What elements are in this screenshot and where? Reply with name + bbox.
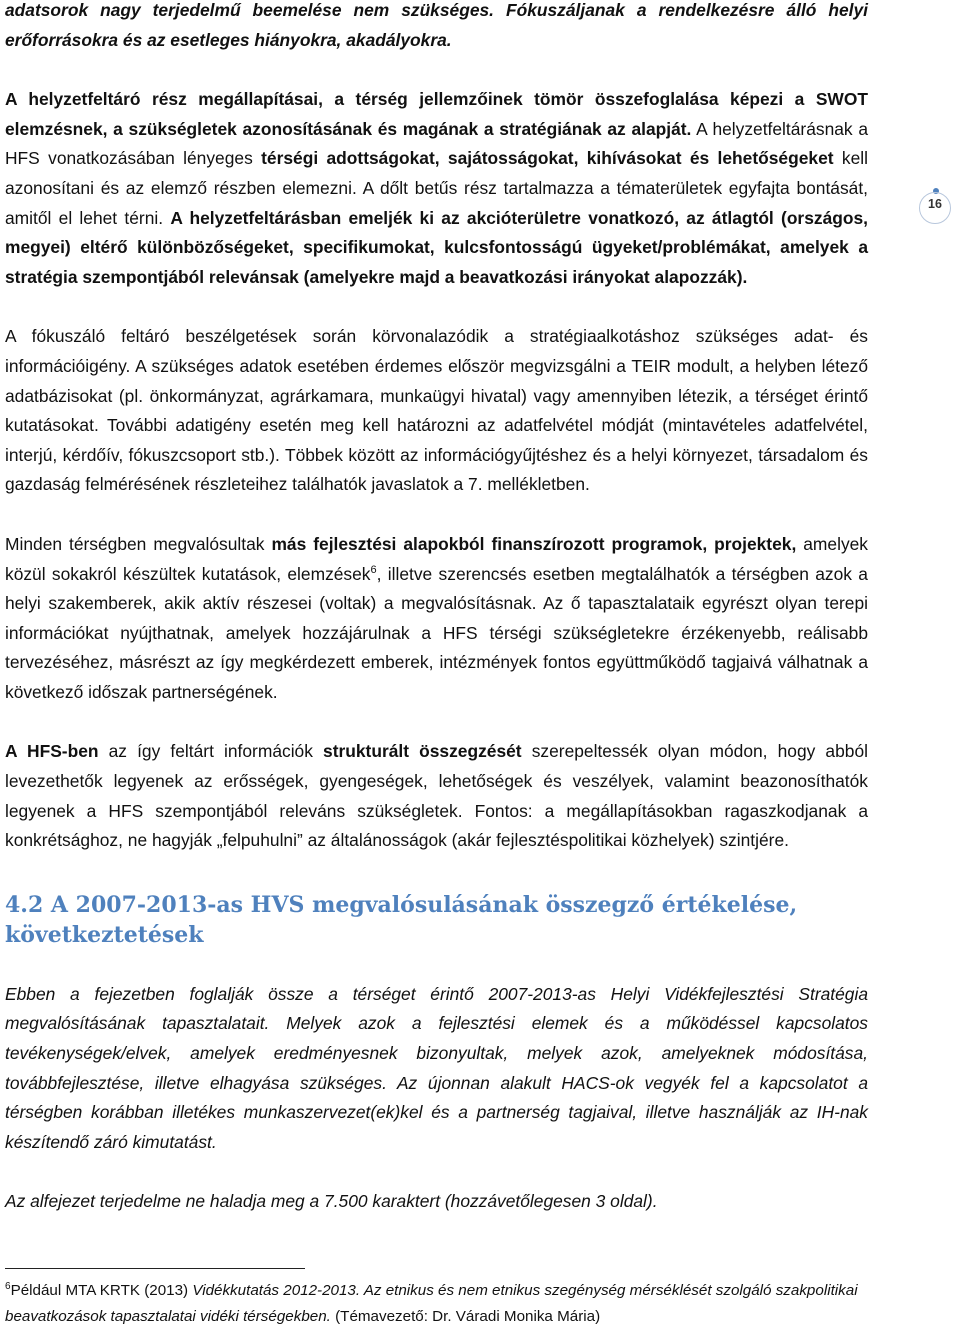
text-span: adatsorok nagy terjedelmű beemelése nem szükséges. Fókuszáljanak a rendelkezésre álló helyi erőforrásokra és az esetleges hiányokra, akadályokra.: [5, 0, 868, 50]
text-span: Vidékkutatás 2012-2013. Az etnikus és nem etnikus szegénység mérséklését szolgáló szakpolitikai beavatkozások tapasztalatai vidéki térségekben.: [5, 1282, 858, 1325]
text-span: , illetve szerencsés esetben megtalálhatók a térségben azok a helyi szakemberek, akik aktív részesei (voltak) a megvalósításnak. Az ő tapasztalataik egyrészt olyan terepi információkat nyújthatnak, amelyek hozzájárulnak a HFS térségi szükségletekre érzékenyebb, reálisabb tervezéséhez, másrészt az így megkérdezett emberek, intézmények fontos együttműködő tagjaivá válhatnak a következő időszak partnerségének.: [5, 563, 868, 702]
text-span: amelyek közül sokakról készültek kutatások, elemzések: [5, 533, 869, 584]
spacer: [5, 707, 868, 737]
paragraph-intro-italic: [5, 0, 868, 55]
text-span: strukturált összegzését: [323, 741, 522, 762]
paragraph-swot: [5, 85, 868, 292]
footnote-number: 6: [5, 1280, 11, 1292]
text-span: Minden térségben megvalósultak: [5, 533, 272, 554]
page-number: 16: [928, 197, 942, 211]
text-span: A helyzetfeltárásnak a HFS vonatkozásában lényeges: [5, 118, 868, 169]
text-span: más fejlesztési alapokból finanszírozott programok, projektek,: [271, 533, 797, 554]
section-heading: 4.2 A 2007-2013-as HVS megvalósulásának összegző értékelése, következtetések: [5, 891, 798, 948]
text-span: az így feltárt információk: [98, 741, 324, 762]
text-span: kell azonosítani és az elemző részben elemezni. A dőlt betűs rész tartalmazza a tématerületek egyfajta bontását, amitől el lehet térni.: [5, 148, 868, 228]
text-span: Az alfejezet terjedelme ne haladja meg a 7.500 karaktert (hozzávetőlegesen 3 oldal).: [5, 1191, 658, 1212]
document-page: [5, 0, 868, 1217]
paragraph-hfs-summary: [5, 737, 868, 855]
spacer: [5, 856, 868, 890]
footnote-ref[interactable]: 6: [370, 563, 377, 576]
paragraph-chapter-intro-italic: [5, 980, 868, 1158]
footnote-divider: [5, 1268, 305, 1269]
paragraph-length-limit-italic: [5, 1187, 868, 1217]
paragraph-data-needs: [5, 322, 868, 500]
footnote: [5, 1278, 885, 1330]
spacer: [5, 950, 868, 980]
text-span: A HFS-ben: [5, 741, 99, 762]
text-span: (Témavezető: Dr. Váradi Monika Mária): [330, 1308, 601, 1325]
text-span: A helyzetfeltáró rész megállapításai, a térség jellemzőinek tömör összefoglalása képezi a SWOT elemzésnek, a szükségletek azonosításának és magának a stratégiának az alapját.: [5, 89, 868, 139]
spacer: [5, 1157, 868, 1187]
spacer: [5, 500, 868, 530]
paragraph-other-programs: [5, 530, 868, 708]
text-span: szerepeltessék olyan módon, hogy abból levezethetők legyenek az erősségek, gyengeségek, lehetőségek és veszélyek, valamint beazonosíthatók legyenek a HFS szempontjából releváns szükségletek. Fontos: a megállapításokban ragaszkodjanak a konkrétsághoz, ne hagyják „felpuhulni” az általánosságok (akár fejlesztéspolitikai közhelyek) szintjére.: [5, 741, 868, 851]
spacer: [5, 292, 868, 322]
text-span: Ebben a fejezetben foglalják össze a térséget érintő 2007-2013-as Helyi Vidékfejlesztési Stratégia megvalósításának tapasztalatait. Melyek azok a fejlesztési elemek és a működéssel kapcsolatos tevékenységek/elvek, amelyek eredményesnek bizonyultak, melyek azok, amelyeknek módosítása, továbbfejlesztése, illetve elhagyása szükséges. Az újonnan alakult HACS-ok vegyék fel a kapcsolatot a térségben korábban illetékes munkaszervezet(ek)kel és a partnerség tagjaival, illetve használják az IH-nak készítendő záró kimutatást.: [5, 983, 868, 1152]
text-span: A helyzetfeltárásban emeljék ki az akcióterületre vonatkozó, az átlagtól (országos, megyei) eltérő különbözőségeket, specifikumokat, kulcsfontosságú ügyeket/problémákat, amelyek a stratégia szempontjából relevánsak (amelyekre majd a beavatkozási irányokat alapozzák).: [5, 207, 868, 287]
text-span: A fókuszáló feltáró beszélgetések során körvonalazódik a stratégiaalkotáshoz szükséges adat- és információigény. A szükséges adatok esetében érdemes először megvizsgálni a TEIR modult, a helyben létező adatbázisokat (pl. önkormányzat, agrárkamara, munkaügyi hivatal) vagy amennyiben létezik, a térséget érintő kutatásokat. További adatigény esetén meg kell határozni az adatfelvétel módját (mintavételes adatfelvétel, interjú, kérdőív, fókuszcsoport stb.). Többek között az információgyűjtéshez és a helyi környezet, társadalom és gazdaság felmérésének részleteihez találhatók javaslatok a 7. mellékletben.: [5, 326, 868, 495]
page-number-badge: [916, 188, 954, 218]
spacer: [5, 55, 868, 85]
text-span: térségi adottságokat, sajátosságokat, kihívásokat és lehetőségeket: [261, 148, 834, 169]
text-span: Például MTA KRTK (2013): [10, 1282, 193, 1299]
